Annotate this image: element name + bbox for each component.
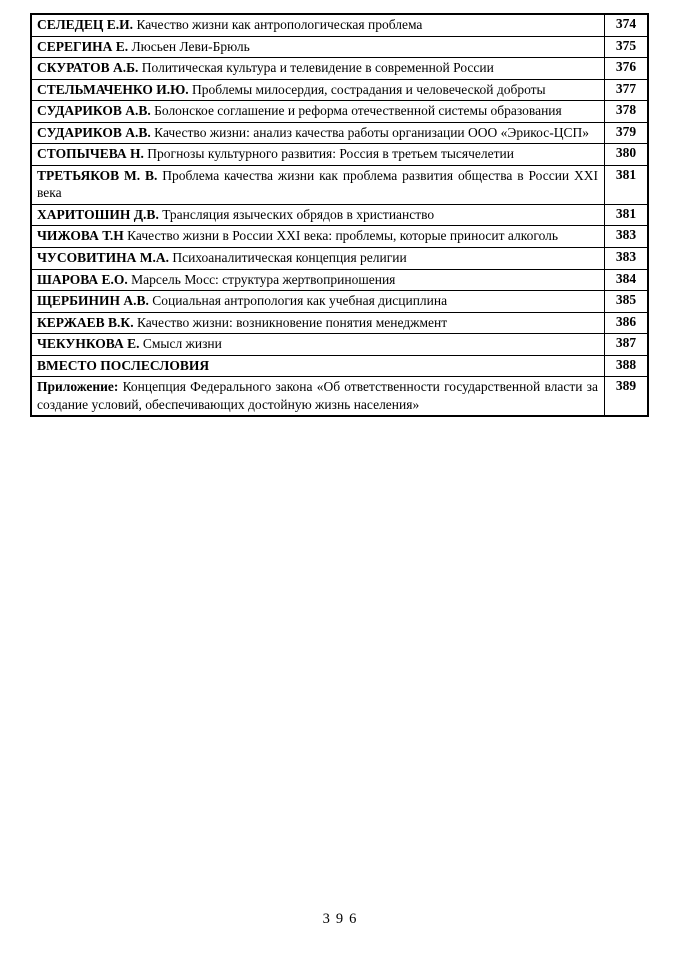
toc-entry-page: 383 [605, 226, 649, 248]
toc-entry-author: ЧЕКУНКОВА Е. [37, 336, 140, 352]
toc-entry-title: Марсель Мосс: структура жертвоприношения [131, 271, 396, 287]
toc-entry-author: ВМЕСТО ПОСЛЕСЛОВИЯ [37, 357, 210, 373]
toc-entry [31, 377, 605, 417]
toc-entry [31, 355, 605, 377]
toc-row [31, 122, 648, 144]
toc-entry-author: ТРЕТЬЯКОВ М. В. [37, 167, 158, 183]
toc-entry-page: 375 [605, 36, 649, 58]
toc-entry-author: СУДАРИКОВ А.В. [37, 103, 151, 119]
toc-entry-title: Качество жизни как антропологическая проблема [136, 17, 423, 32]
toc-entry-title: Прогнозы культурного развития: Россия в третьем тысячелетии [147, 146, 514, 162]
toc-entry-title: Качество жизни в России XXI века: проблемы, которые приносит алкоголь [127, 228, 559, 244]
toc-entry-author: КЕРЖАЕВ В.К. [37, 314, 134, 330]
toc-entry [31, 14, 605, 36]
toc-row [31, 291, 648, 313]
toc-row [31, 58, 648, 80]
toc-entry-author: ЧУСОВИТИНА М.А. [37, 250, 169, 266]
toc-entry-page: 376 [605, 58, 649, 80]
toc-entry-page: 381 [605, 165, 649, 204]
toc-entry [31, 165, 605, 204]
toc-row [31, 355, 648, 377]
toc-row [31, 269, 648, 291]
toc-entry-author: ЧИЖОВА Т.Н [37, 228, 124, 244]
toc-entry-page: 384 [605, 269, 649, 291]
toc-row [31, 144, 648, 166]
toc-entry-page: 386 [605, 312, 649, 334]
toc-entry-page: 383 [605, 248, 649, 270]
toc-entry-author: СЕРЕГИНА Е. [37, 38, 129, 54]
toc-entry-title: Трансляция языческих обрядов в христианство [162, 206, 435, 222]
toc-entry-page: 377 [605, 79, 649, 101]
toc-entry-page: 381 [605, 204, 649, 226]
toc-entry [31, 122, 605, 144]
toc-entry-title: Качество жизни: возникновение понятия менеджмент [136, 314, 448, 330]
toc-entry-author: ЩЕРБИНИН А.В. [37, 293, 149, 309]
toc-entry-page: 379 [605, 122, 649, 144]
toc-table-body [31, 14, 648, 416]
toc-entry [31, 36, 605, 58]
toc-row [31, 204, 648, 226]
toc-table [30, 13, 649, 417]
toc-entry-author: СКУРАТОВ А.Б. [37, 60, 139, 76]
toc-entry [31, 226, 605, 248]
toc-entry-page: 388 [605, 355, 649, 377]
toc-entry [31, 144, 605, 166]
toc-entry [31, 291, 605, 313]
toc-entry-author: Приложение: [37, 379, 119, 395]
toc-entry-page: 385 [605, 291, 649, 313]
toc-entry-title: Социальная антропология как учебная дисциплина [152, 293, 448, 309]
toc-entry-title: Концепция Федерального закона «Об ответственности государственной власти за создание условий, обеспечивающих достойную жизнь населения» [37, 379, 598, 412]
toc-entry-page: 380 [605, 144, 649, 166]
toc-entry [31, 334, 605, 356]
toc-entry [31, 312, 605, 334]
toc-entry-author: СТОПЫЧЕВА Н. [37, 146, 144, 162]
toc-row [31, 165, 648, 204]
toc-entry-title: Политическая культура и телевидение в современной России [141, 60, 494, 76]
toc-entry-title: Проблемы милосердия, сострадания и человеческой доброты [192, 81, 546, 97]
toc-row [31, 14, 648, 36]
toc-row [31, 377, 648, 417]
toc-entry-author: СЕЛЕДЕЦ Е.И. [37, 17, 134, 32]
toc-row [31, 226, 648, 248]
toc-entry-page: 378 [605, 101, 649, 123]
toc-row [31, 334, 648, 356]
toc-entry [31, 101, 605, 123]
toc-entry-author: СУДАРИКОВ А.В. [37, 124, 151, 140]
toc-entry-title: Болонское соглашение и реформа отечественной системы образования [154, 103, 562, 119]
page-number-footer: 396 [322, 911, 363, 927]
toc-entry-author: ШАРОВА Е.О. [37, 271, 128, 287]
toc-entry-title: Психоаналитическая концепция религии [172, 250, 407, 266]
toc-entry [31, 58, 605, 80]
toc-entry [31, 248, 605, 270]
toc-entry-title: Смысл жизни [142, 336, 222, 352]
toc-row [31, 79, 648, 101]
toc-entry-title: Проблема качества жизни как проблема развития общества в России XXI века [37, 167, 598, 201]
toc-row [31, 36, 648, 58]
toc-entry [31, 269, 605, 291]
toc-entry-page: 374 [605, 14, 649, 36]
toc-row [31, 101, 648, 123]
toc-entry [31, 204, 605, 226]
toc-entry-title: Люсьен Леви-Брюль [131, 38, 250, 54]
toc-entry-page: 389 [605, 377, 649, 417]
toc-entry-title: Качество жизни: анализ качества работы организации ООО «Эрикос-ЦСП» [154, 124, 589, 140]
toc-entry-page: 387 [605, 334, 649, 356]
toc-row [31, 248, 648, 270]
toc-entry-author: ХАРИТОШИН Д.В. [37, 206, 159, 222]
toc-entry-author: СТЕЛЬМАЧЕНКО И.Ю. [37, 81, 189, 97]
toc-row [31, 312, 648, 334]
toc-entry [31, 79, 605, 101]
